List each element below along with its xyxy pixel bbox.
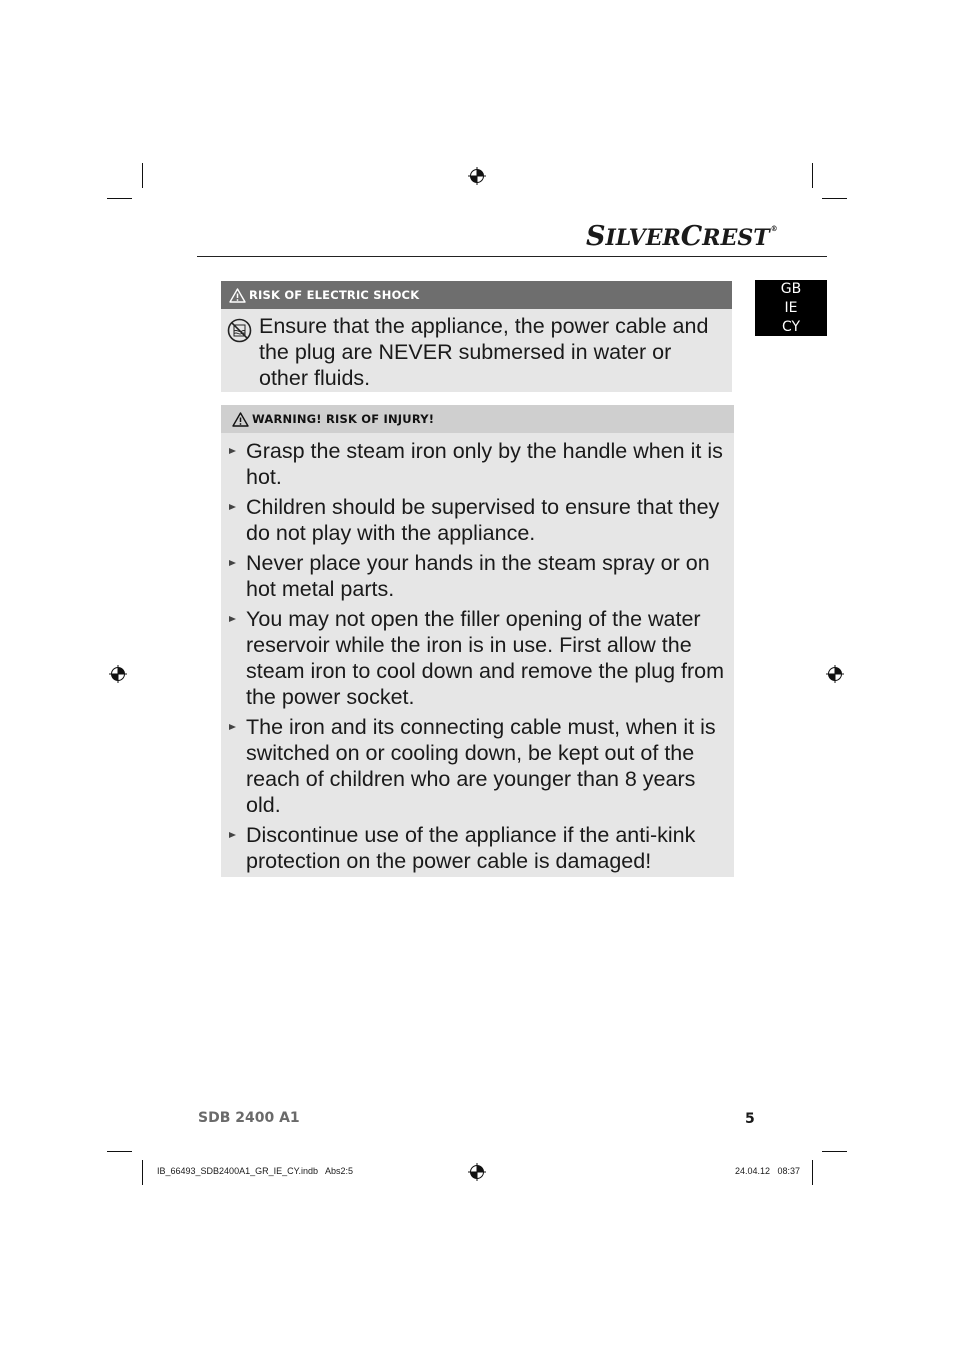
bullet-arrow-icon [229,448,236,454]
heading-text: WARNING! RISK OF INJURY! [252,412,435,426]
bullet-arrow-icon [229,724,236,730]
registration-mark-icon [468,1163,486,1181]
crop-mark [107,198,132,199]
language-code: CY [781,319,801,335]
warning-triangle-icon [232,412,249,427]
list-item: Grasp the steam iron only by the handle when it is hot. [221,438,728,490]
crop-mark [822,198,847,199]
heading-text: RISK OF ELECTRIC SHOCK [249,288,420,302]
language-code: GB [780,281,802,297]
electric-shock-warning-box [221,281,732,392]
list-item: Never place your hands in the steam spray or on hot metal parts. [221,550,728,602]
list-item: The iron and its connecting cable must, when it is switched on or cooling down, be kept out of the reach of children who are younger than 8 years old. [221,714,728,818]
injury-warning-box [221,405,734,877]
language-code: IE [784,300,798,316]
bullet-arrow-icon [229,616,236,622]
electric-shock-text: Ensure that the appliance, the power cable and the plug are NEVER submersed in water or other fluids. [259,314,709,390]
bullet-arrow-icon [229,504,236,510]
print-slug-timestamp: 24.04.12 08:37 [735,1166,801,1176]
registration-mark-icon [109,665,127,683]
crop-mark [822,1151,847,1152]
header-divider [197,256,827,257]
language-tab [755,280,827,336]
crop-mark [812,163,813,188]
warning-triangle-icon [229,288,246,303]
list-item: Children should be supervised to ensure that they do not play with the appliance. [221,494,728,546]
model-number: SDB 2400 A1 [198,1110,300,1126]
crop-mark [812,1160,813,1185]
list-item: Discontinue use of the appliance if the anti-kink protection on the power cable is damaged! [221,822,728,874]
brand-logo: SILVERCREST® [586,221,778,252]
list-item: You may not open the filler opening of the water reservoir while the iron is in use. First allow the steam iron to cool down and remove the plug from the power socket. [221,606,728,710]
page-number: 5 [745,1111,755,1127]
crop-mark [142,1160,143,1185]
crop-mark [107,1151,132,1152]
print-slug-filename: IB_66493_SDB2400A1_GR_IE_CY.indb Abs2:5 [157,1166,353,1176]
bullet-arrow-icon [229,560,236,566]
registration-mark-icon [826,665,844,683]
crop-mark [142,163,143,188]
bullet-arrow-icon [229,832,236,838]
no-submerse-icon [227,318,252,343]
registration-mark-icon [468,167,486,185]
injury-warning-list [221,438,728,878]
electric-shock-heading [221,281,732,309]
injury-heading [221,405,734,433]
